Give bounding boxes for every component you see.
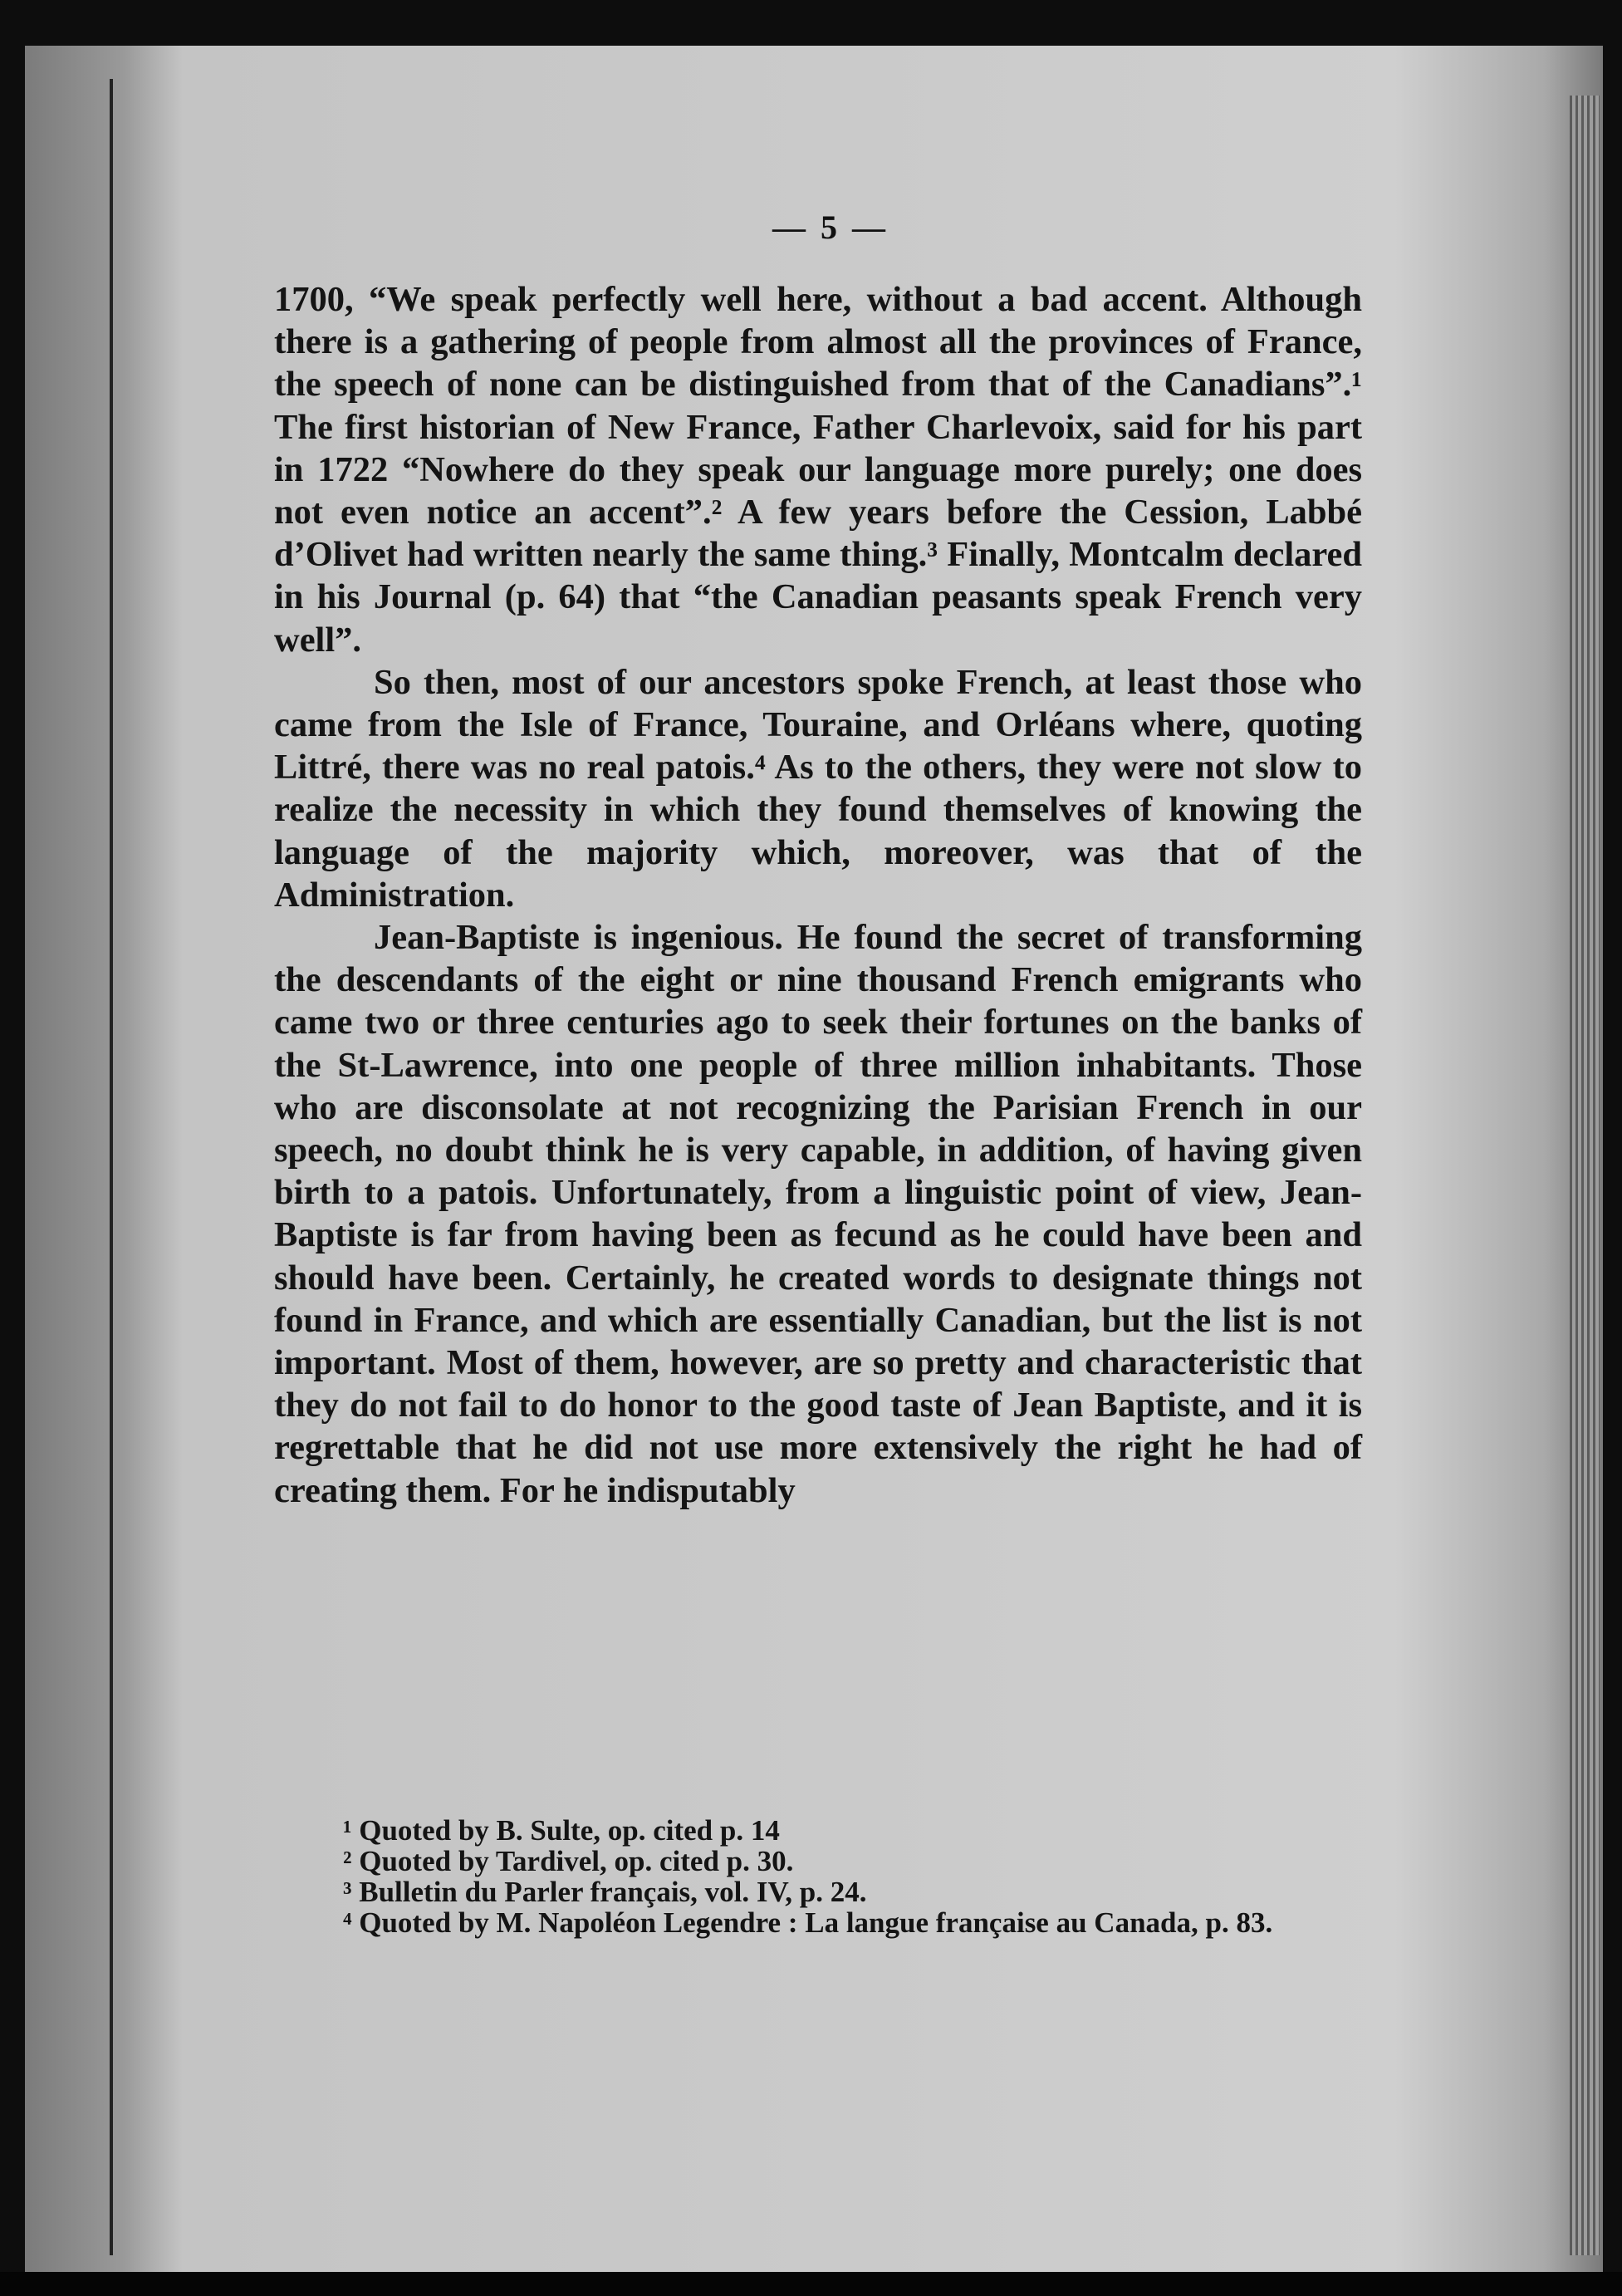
footnote-3: ³ Bulletin du Parler français, vol. IV, p. 24.: [343, 1876, 867, 1908]
body-text: [274, 278, 1362, 1512]
scan-border-bottom: [0, 2272, 1622, 2296]
binding-gutter-line: [110, 79, 113, 2255]
paragraph-2: So then, most of our ancestors spoke French, at least those who came from the Isle of France, Touraine, and Orléans where, quoting Littré, there was no real patois.⁴ As to the others, they were not slow to realize the necessity in which they found themselves of knowing the language of the majority which, moreover, was that of the Administration.: [274, 662, 1362, 915]
footnote-2: ² Quoted by Tardivel, op. cited p. 30.: [343, 1845, 794, 1877]
footnotes: [264, 1815, 1344, 1938]
page-edge-stack: [1570, 96, 1600, 2255]
footnote-1: ¹ Quoted by B. Sulte, op. cited p. 14: [343, 1814, 780, 1847]
page-number: — 5 —: [772, 209, 889, 246]
paragraph-1: 1700, “We speak perfectly well here, without a bad accent. Although there is a gathering of people from almost all the provinces of France, the speech of none can be distinguished from that of the Canadians”.¹ The first historian of New France, Father Charlevoix, said for his part in 1722 “Nowhere do they speak our language more purely; one does not even notice an accent”.² A few years before the Cession, Labbé d’Olivet had written nearly the same thing.³ Finally, Montcalm declared in his Journal (p. 64) that “the Canadian peasants speak French very well”.: [274, 280, 1362, 660]
paragraph-3: Jean-Baptiste is ingenious. He found the secret of transforming the descendants of the eight or nine thousand French emigrants who came two or three centuries ago to seek their fortunes on the banks of the St-Lawrence, into one people of three million inhabitants. Those who are disconsolate at not recognizing the Parisian French in our speech, no doubt think he is very capable, in addition, of having given birth to a patois. Unfortunately, from a linguistic point of view, Jean-Baptiste is far from having been as fecund as he could have been and should have been. Certainly, he created words to designate things not found in France, and which are essentially Canadian, but the list is not important. Most of them, however, are so pretty and characteristic that they do not fail to do honor to the good taste of Jean Baptiste, and it is regrettable that he did not use more extensively the right he had of creating them. For he indisputably: [274, 918, 1362, 1510]
footnote-4: ⁴ Quoted by M. Napoléon Legendre : La langue française au Canada, p. 83.: [343, 1906, 1273, 1939]
